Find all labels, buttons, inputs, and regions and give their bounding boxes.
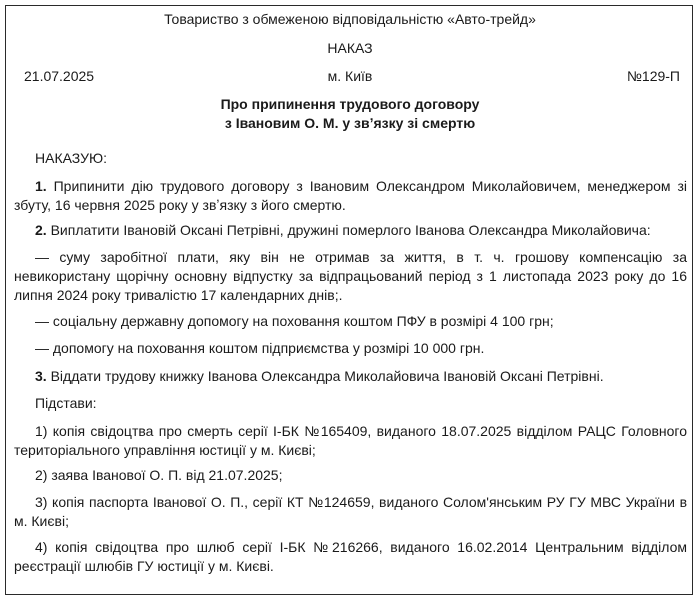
item-number: 1. [35, 178, 47, 194]
order-date: 21.07.2025 [24, 68, 95, 84]
item-text: Віддати трудову книжку Іванова Олександра Миколайовича Івановій Оксані Петрівні. [46, 368, 604, 384]
item-number: 3. [35, 368, 47, 384]
order-city: м. Київ [327, 68, 373, 84]
company-name: Товариство з обмеженою відповідальністю «Авто-трейд» [164, 11, 536, 27]
order-title-line2: з Івановим О. М. у звʼязку зі смертю [224, 115, 476, 131]
order-number: №129-П [626, 68, 680, 84]
order-item-3 [14, 367, 687, 386]
order-title-line1: Про припинення трудового договору [220, 96, 480, 112]
payment-item-3: — допомогу на поховання коштом підприємства у розмірі 10 000 грн. [35, 340, 485, 356]
ground-item-1: 1) копія свідоцтва про смерть серії І-БК №165409, виданого 18.07.2025 відділом РАЦС Головного територіального управління юстиції у м. Києві; [14, 423, 687, 458]
ground-item-3: 3) копія паспорта Іванової О. П., серії КТ №124659, виданого Солом'янським РУ ГУ МВС України в м. Києві; [14, 494, 687, 529]
document-type: НАКАЗ [327, 40, 373, 56]
payment-item-2: — соціальну державну допомогу на поховання коштом ПФУ в розмірі 4 100 грн; [35, 313, 554, 329]
payment-item-1: — суму заробітної плати, яку він не отримав за життя, в т. ч. грошову компенсацію за невикористану щорічну основну відпустку за відпрацьований період з 1 листопада 2023 року до 16 липня 2024 року тривалістю 17 календарних днів;. [14, 249, 687, 303]
item-number: 2. [35, 222, 47, 238]
ground-item-4: 4) копія свідоцтва про шлюб серії І-БК №216266, виданого 16.02.2014 Центральним відділом реєстрації шлюбів ГУ юстиції у м. Києві. [14, 539, 687, 574]
item-text: Припинити дію трудового договору з Івановим Олександром Миколайовичем, менеджером зі збуту, 16 червня 2025 року у звʼязку з його смертю. [14, 178, 687, 213]
ground-item-2: 2) заява Іванової О. П. від 21.07.2025; [35, 467, 283, 483]
order-item-1 [14, 177, 687, 215]
grounds-label: Підстави: [35, 395, 97, 411]
item-text: Виплатити Івановій Оксані Петрівні, дружині померлого Іванова Олександра Миколайовича: [46, 222, 651, 238]
order-word: НАКАЗУЮ: [35, 150, 108, 166]
order-item-2 [14, 221, 687, 240]
